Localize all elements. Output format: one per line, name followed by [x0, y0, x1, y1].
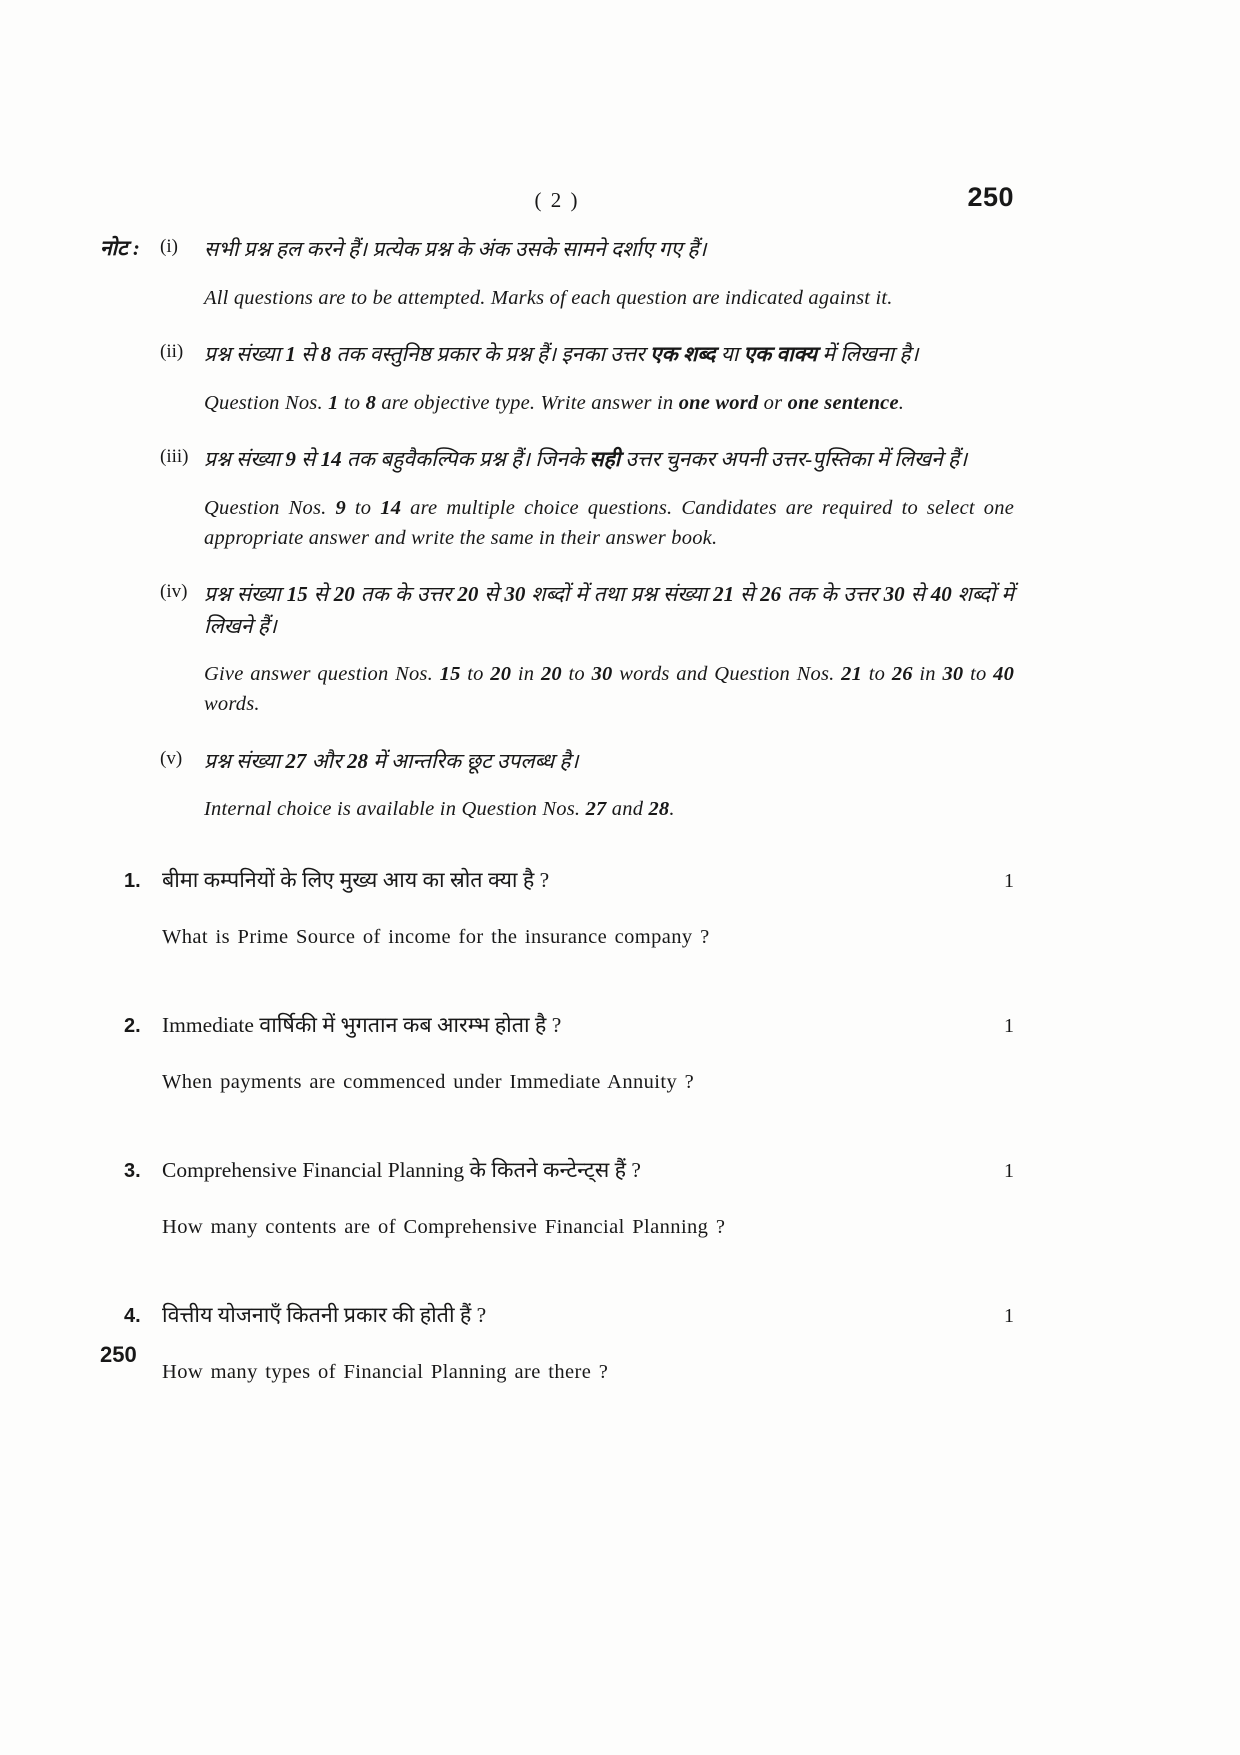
note-item-hindi: प्रश्न संख्या 9 से 14 तक बहुवैकल्पिक प्रश्न हैं। जिनके सही उत्तर चुनकर अपनी उत्तर-पुस्तिका में लिखने हैं।	[204, 447, 968, 472]
page-header	[100, 182, 1014, 224]
note-item-english: Question Nos. 1 to 8 are objective type. Write answer in one word or one sentence.	[204, 391, 905, 414]
question-marks: 1	[1004, 870, 1014, 893]
question-text-english: How many types of Financial Planning are there ?	[162, 1360, 609, 1383]
question-block	[100, 1300, 1014, 1387]
question-marks: 1	[1004, 1159, 1014, 1182]
page-number: ( 2 )	[534, 188, 580, 212]
note-section	[100, 234, 1014, 825]
note-item-hindi: प्रश्न संख्या 27 और 28 में आन्तरिक छूट उपलब्ध है।	[204, 748, 579, 773]
question-text-english: How many contents are of Comprehensive Financial Planning ?	[162, 1215, 726, 1238]
question-marks: 1	[1004, 1014, 1014, 1037]
paper-code: 250	[967, 182, 1014, 212]
question-number: 4.	[124, 1304, 141, 1327]
questions-section	[100, 865, 1014, 1386]
question-text-english: When payments are commenced under Immediate Annuity ?	[162, 1071, 695, 1094]
note-item-number: (v)	[160, 747, 183, 769]
note-label: नोट :	[100, 236, 140, 260]
question-text-hindi: Comprehensive Financial Planning के कितने कन्टेन्ट्स हैं ?	[162, 1157, 641, 1182]
question-text-hindi: वित्तीय योजनाएँ कितनी प्रकार की होती हैं ?	[162, 1302, 487, 1327]
note-item	[100, 579, 1014, 719]
note-item-hindi: सभी प्रश्न हल करने हैं। प्रत्येक प्रश्न के अंक उसके सामने दर्शाए गए हैं।	[204, 237, 707, 261]
question-block	[100, 1010, 1014, 1097]
question-block	[100, 865, 1014, 952]
question-text-english: What is Prime Source of income for the insurance company ?	[162, 926, 710, 949]
note-item	[100, 746, 1014, 825]
page-content	[100, 182, 1015, 1444]
note-item-english: All questions are to be attempted. Marks of each question are indicated against it.	[204, 286, 893, 309]
note-item-english: Give answer question Nos. 15 to 20 in 20 to 30 words and Question Nos. 21 to 26 in 30 to 40 words.	[204, 663, 1015, 716]
note-item-number: (i)	[160, 236, 178, 257]
note-item-number: (ii)	[160, 341, 184, 363]
note-item-number: (iii)	[160, 446, 189, 468]
note-item-number: (iv)	[160, 581, 188, 603]
note-item	[100, 444, 1014, 553]
question-text-hindi: बीमा कम्पनियों के लिए मुख्य आय का स्रोत क्या है ?	[162, 868, 550, 893]
question-number: 1.	[124, 870, 141, 893]
note-item-hindi: प्रश्न संख्या 15 से 20 तक के उत्तर 20 से 30 शब्दों में तथा प्रश्न संख्या 21 से 26 तक के उत्तर 30 से 40 शब्दों में लिखने हैं।	[204, 582, 1014, 638]
question-marks: 1	[1004, 1304, 1014, 1327]
note-item-english: Question Nos. 9 to 14 are multiple choice questions. Candidates are required to select one appropriate answer and write the same in their answer book.	[204, 496, 1014, 549]
note-item-english: Internal choice is available in Question Nos. 27 and 28.	[204, 798, 675, 821]
question-number: 3.	[124, 1159, 141, 1182]
note-item	[100, 339, 1014, 418]
question-text-hindi: Immediate वार्षिकी में भुगतान कब आरम्भ होता है ?	[162, 1012, 562, 1037]
footer-paper-code: 250	[100, 1342, 137, 1367]
question-number: 2.	[124, 1014, 141, 1037]
note-item	[100, 234, 1014, 313]
question-block	[100, 1155, 1014, 1242]
note-item-hindi: प्रश्न संख्या 1 से 8 तक वस्तुनिष्ठ प्रकार के प्रश्न हैं। इनका उत्तर एक शब्द या एक वाक्य में लिखना है।	[204, 342, 919, 367]
